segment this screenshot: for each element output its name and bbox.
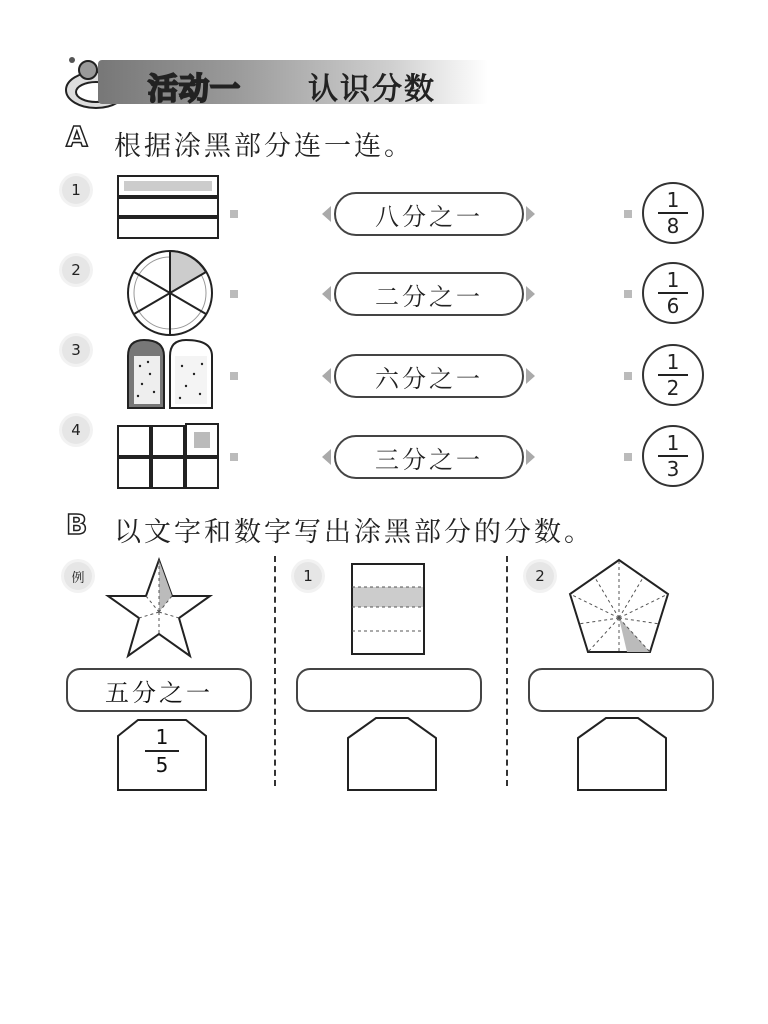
answer-fraction-input[interactable] — [576, 716, 668, 792]
item-number: 3 — [62, 336, 90, 364]
pizza-icon — [122, 248, 218, 338]
question-badge: 2 — [526, 562, 554, 590]
example-fraction: 1 5 — [116, 726, 208, 776]
question-badge: 1 — [294, 562, 322, 590]
activity-banner — [58, 50, 488, 110]
word-option: 二分之一 — [334, 272, 524, 316]
item-number: 1 — [62, 176, 90, 204]
fraction-option: 1 6 — [642, 262, 704, 324]
answer-word-input[interactable] — [296, 668, 482, 712]
section-a-mark: A — [66, 120, 88, 153]
activity-topic: 认识分数 — [308, 72, 436, 107]
word-option: 八分之一 — [334, 192, 524, 236]
section-b-mark: B — [66, 508, 88, 541]
fraction-option: 1 2 — [642, 344, 704, 406]
example-badge: 例 — [64, 562, 92, 590]
word-option: 六分之一 — [334, 354, 524, 398]
example-word-box: 五分之一 — [66, 668, 252, 712]
chocolate-icon — [114, 420, 222, 492]
pentagon-icon — [566, 556, 672, 656]
activity-label: 活动一 — [148, 72, 241, 107]
answer-fraction-input[interactable] — [346, 716, 438, 792]
bar-icon — [116, 172, 222, 242]
bread-icon — [124, 336, 218, 412]
item-number: 4 — [62, 416, 90, 444]
fraction-option: 1 8 — [642, 182, 704, 244]
star-icon — [104, 556, 214, 660]
rectangle-icon — [350, 562, 426, 656]
section-b-instruction: 以文字和数字写出涂黑部分的分数。 — [114, 517, 594, 548]
word-option: 三分之一 — [334, 435, 524, 479]
section-a-instruction: 根据涂黑部分连一连。 — [114, 131, 414, 162]
item-number: 2 — [62, 256, 90, 284]
fraction-option: 1 3 — [642, 425, 704, 487]
answer-word-input[interactable] — [528, 668, 714, 712]
